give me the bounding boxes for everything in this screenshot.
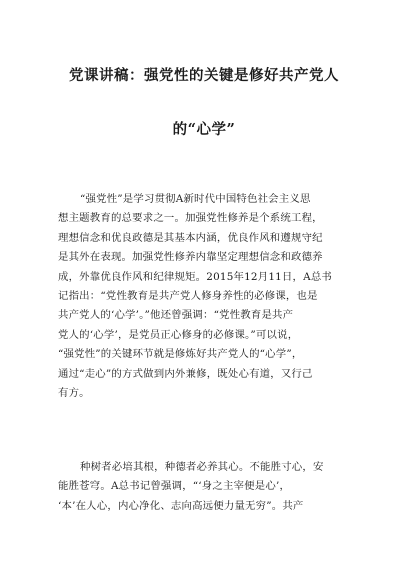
paragraph-line: 种树者必培其根，种德者必养其心。不能胜寸心，安 (80, 461, 324, 473)
paragraph-line: ‘本’在人心，内心净化、志向高远便力量无穷”。共产 (58, 499, 304, 512)
paragraph-line: 能胜苍穹。A总书记曾强调，“‘身之主宰便是心’， (58, 480, 291, 493)
paragraph-line: 通过“走心”的方式做到内外兼修，既处心有道，又行己 (58, 367, 313, 380)
paragraph-line: 是其外在表现。加强党性修养内靠坚定理想信念和政德养 (58, 251, 323, 264)
paragraph-line: “强党性”的关键环节就是修炼好共产党人的“心学”， (58, 348, 303, 361)
paragraph-line: 成，外靠优良作风和纪律规矩。2015年12月11日，A总书 (58, 270, 333, 283)
paragraph-line: 共产党人的‘心学’。”他还曾强调：“党性教育是共产 (58, 309, 294, 322)
paragraph-line: 想主题教育的总要求之一。加强党性修养是个系统工程， (58, 212, 323, 225)
document-title-line-2: 的“心学” (172, 121, 236, 138)
paragraph-line: 党人的‘心学’，是党员正心修身的必修课。”可以说， (58, 328, 299, 341)
paragraph-line: 有方。 (58, 387, 90, 400)
paragraph-2 (58, 458, 358, 516)
document-title-line-1: 党课讲稿：强党性的关键是修好共产党人 (69, 67, 339, 84)
paragraph-line: “强党性”是学习贯彻A新时代中国特色社会主义思 (80, 193, 311, 205)
paragraph-1 (58, 190, 358, 403)
paragraph-line: 理想信念和优良政德是其基本内涵，优良作风和遵规守纪 (58, 231, 323, 244)
paragraph-line: 记指出：“党性教育是共产党人修身养性的必修课，也是 (58, 290, 318, 303)
